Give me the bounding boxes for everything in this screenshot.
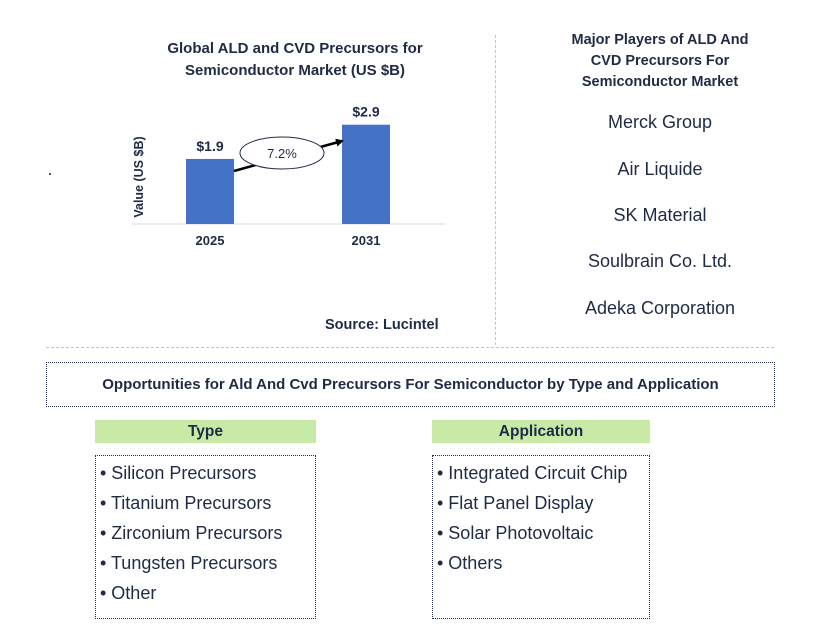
type-item: • Silicon Precursors [100,463,257,483]
type-item: • Other [100,583,157,603]
application-item: • Others [437,553,503,573]
bars-layer [186,104,390,248]
chart-title-line2: Semiconductor Market (US $B) [184,62,406,79]
player-item: SK Material [613,205,707,225]
type-item: • Titanium Precursors [100,493,272,513]
horizontal-divider [46,347,774,348]
opportunities-title: Opportunities for Ald And Cvd Precursors For Semiconductor by Type and Application [102,376,719,393]
players-title-line1: Major Players of ALD And [571,32,749,48]
bar-chart [0,0,500,300]
player-item: Adeka Corporation [584,298,736,318]
stray-dot [49,173,51,175]
bar-value-label: $2.9 [352,103,380,120]
type-item: • Zirconium Precursors [100,523,283,543]
players-title [545,30,775,93]
application-header: Application [432,420,650,443]
opportunities-title-box [46,362,775,407]
type-item: • Tungsten Precursors [100,553,278,573]
application-list [432,455,650,619]
y-axis-label: Value (US $B) [132,136,146,218]
players-title-line2: CVD Precursors For [590,53,730,69]
player-item: Soulbrain Co. Ltd. [587,251,733,271]
x-tick-label: 2025 [195,233,225,248]
source-label: Source: Lucintel [325,317,439,333]
type-header: Type [95,420,316,443]
application-item: • Integrated Circuit Chip [437,463,628,483]
cagr-label: 7.2% [267,146,297,161]
player-item: Merck Group [607,112,713,132]
vertical-divider [495,35,496,345]
bar-2025 [186,159,234,224]
bar-value-label: $1.9 [196,137,224,154]
player-item: Air Liquide [617,159,703,179]
application-item: • Solar Photovoltaic [437,523,594,543]
type-list [95,455,316,619]
bar-2031 [342,125,390,224]
x-tick-label: 2031 [351,233,381,248]
players-title-line3: Semiconductor Market [581,74,739,90]
chart-title-line1: Global ALD and CVD Precursors for [167,40,423,57]
application-item: • Flat Panel Display [437,493,594,513]
